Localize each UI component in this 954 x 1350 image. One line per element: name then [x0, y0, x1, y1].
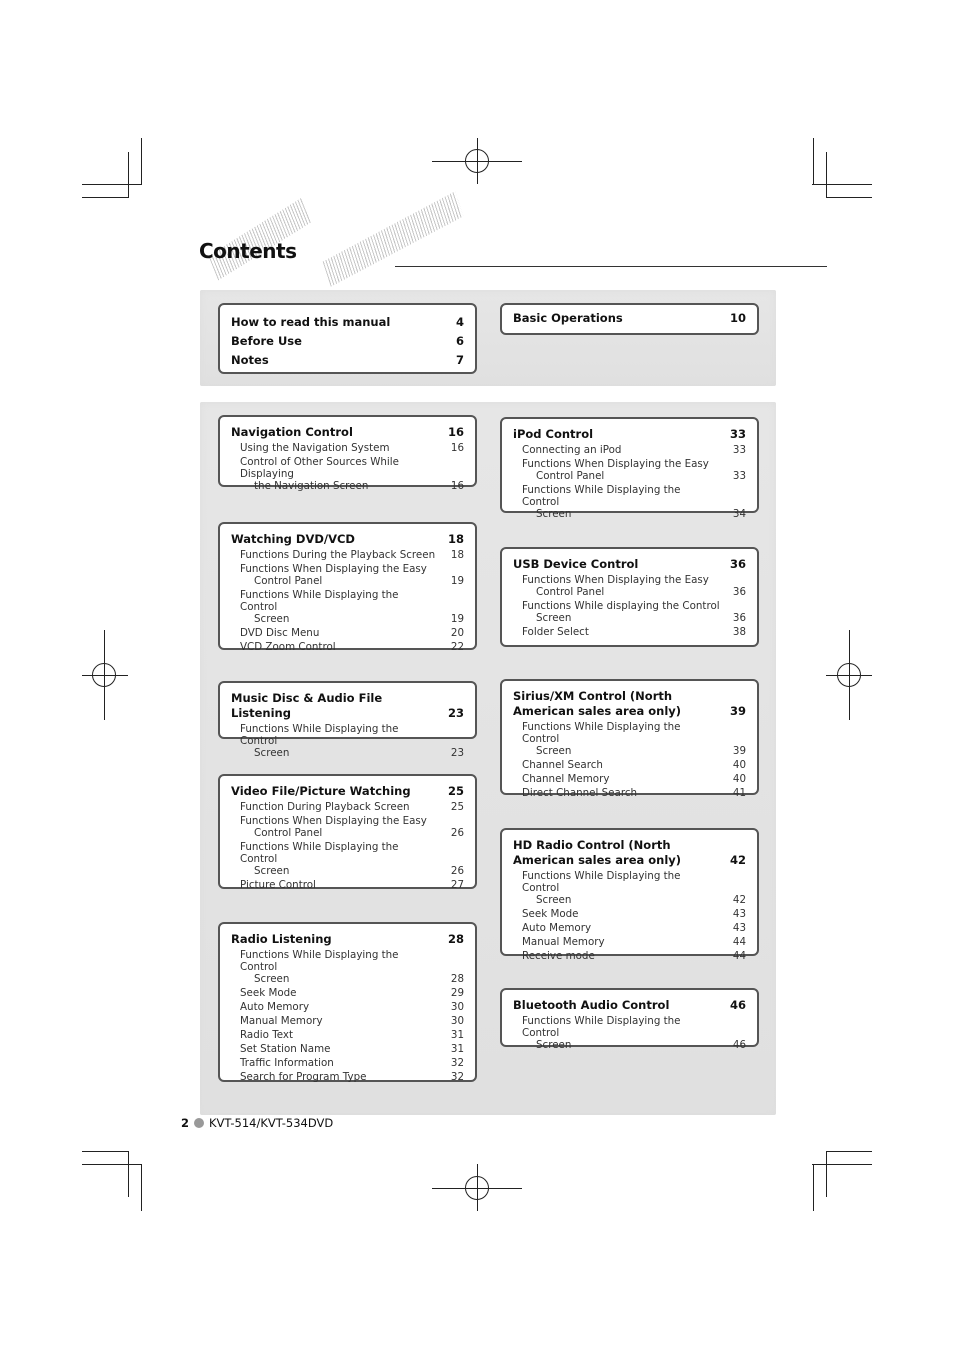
toc-subentry-page: 43: [732, 922, 746, 934]
toc-subentry-page: 18: [450, 549, 464, 561]
toc-subentry-title: [240, 841, 438, 877]
toc-subentry-page: 23: [450, 747, 464, 759]
toc-subentry-page: 44: [732, 950, 746, 962]
model-name: KVT-514/KVT-534DVD: [209, 1116, 334, 1130]
toc-subentry-page: 43: [732, 908, 746, 920]
toc-entry-page: 6: [455, 334, 464, 348]
toc-subentry[interactable]: [231, 589, 464, 625]
toc-subentry-page: 34: [732, 508, 746, 520]
toc-subentry[interactable]: [513, 1015, 746, 1051]
toc-subentry-title: [240, 987, 297, 999]
toc-subentry-line1: Radio Text: [240, 1029, 294, 1041]
section-heading[interactable]: [231, 784, 464, 799]
toc-subentry-title: [522, 908, 579, 920]
toc-subentry-title: [522, 721, 720, 757]
toc-entry-title: Before Use: [231, 334, 302, 348]
toc-subentry[interactable]: [513, 787, 746, 799]
toc-subentry-line1: VCD Zoom Control: [240, 641, 336, 653]
toc-subentry[interactable]: [231, 801, 464, 813]
toc-subentry-line1: Functions During the Playback Screen: [240, 549, 436, 561]
toc-entry-page: 7: [455, 353, 464, 367]
toc-subentry-line2: Screen: [536, 745, 572, 757]
toc-subentry-line2: Screen: [254, 973, 290, 985]
toc-subentry-page: 30: [450, 1001, 464, 1013]
toc-subentry[interactable]: [513, 444, 746, 456]
section-music-disc: [218, 681, 477, 759]
toc-subentry-line1: Functions While Displaying the Control: [240, 841, 399, 865]
toc-subentry[interactable]: [513, 870, 746, 906]
toc-subentry-page: 40: [732, 759, 746, 771]
toc-subentry-title: [240, 641, 336, 653]
toc-subentry-page: 20: [450, 627, 464, 639]
toc-subentry-line2: Control Panel: [536, 586, 605, 598]
section-bluetooth-audio-control: [500, 988, 759, 1051]
toc-subentry-page: 19: [450, 613, 464, 625]
section-heading[interactable]: [513, 998, 746, 1013]
toc-subentry-line1: Channel Memory: [522, 773, 610, 785]
toc-subentry-page: 22: [450, 641, 464, 653]
toc-subentry[interactable]: [513, 759, 746, 771]
toc-subentry-line1: Receive mode: [522, 950, 595, 962]
toc-subentry-title: [240, 949, 438, 985]
section-hd-radio-control: [500, 828, 759, 962]
toc-subentry[interactable]: [513, 626, 746, 638]
toc-entry-title: How to read this manual: [231, 315, 391, 329]
toc-subentry-page: 33: [732, 470, 746, 482]
toc-subentry-line1: Traffic Information: [240, 1057, 334, 1069]
toc-entry[interactable]: [513, 311, 746, 326]
section-watching-dvd-vcd: [218, 522, 477, 653]
toc-subentry-line2: Control Panel: [254, 827, 323, 839]
toc-subentry[interactable]: [513, 922, 746, 934]
toc-subentry-line1: Functions While displaying the Control: [522, 600, 720, 612]
toc-subentry-title: [522, 600, 720, 624]
toc-subentry-line2: Screen: [536, 508, 572, 520]
toc-subentry-page: 19: [450, 575, 464, 587]
toc-subentry-title: [240, 1029, 293, 1041]
title-rule: [395, 266, 827, 267]
toc-subentry-line2: Screen: [536, 894, 572, 906]
toc-subentry-title: [522, 574, 709, 598]
toc-subentry-title: [240, 801, 410, 813]
toc-entry[interactable]: [231, 313, 464, 332]
toc-subentry-title: [240, 723, 438, 759]
toc-subentry-page: 36: [732, 612, 746, 624]
toc-subentry-title: [522, 870, 720, 906]
section-heading[interactable]: [231, 932, 464, 947]
toc-subentry-line1: DVD Disc Menu: [240, 627, 320, 639]
toc-subentry-title: [240, 1015, 323, 1027]
toc-subentry-title: [522, 950, 595, 962]
toc-subentry-title: [240, 563, 427, 587]
section-title: Radio Listening: [231, 932, 332, 946]
toc-subentry[interactable]: [231, 1029, 464, 1041]
toc-subentry-line1: Folder Select: [522, 626, 589, 638]
section-radio-listening: [218, 922, 477, 1082]
toc-subentry-page: 16: [450, 442, 464, 454]
bullet-dot-icon: [194, 1118, 204, 1128]
toc-subentry[interactable]: [231, 563, 464, 587]
toc-subentry-line1: Functions While Displaying the Control: [240, 589, 399, 613]
section-page: 28: [447, 932, 464, 946]
toc-subentry[interactable]: [231, 1057, 464, 1069]
section-title: HD Radio Control (North American sales area only): [513, 838, 682, 867]
toc-subentry-line2: Screen: [254, 865, 290, 877]
section-heading[interactable]: [513, 427, 746, 442]
toc-subentry-title: [240, 442, 389, 454]
toc-subentry-page: 29: [450, 987, 464, 999]
toc-subentry-page: 31: [450, 1043, 464, 1055]
toc-subentry-line2: Control Panel: [536, 470, 605, 482]
toc-subentry-line1: Using the Navigation System: [240, 442, 390, 454]
basic-operations-box: [500, 303, 759, 335]
toc-subentry-title: [240, 879, 316, 891]
toc-subentry-line2: Screen: [536, 612, 572, 624]
toc-subentry-title: [240, 627, 319, 639]
toc-subentry-line1: Seek Mode: [522, 908, 579, 920]
toc-subentry-line1: Auto Memory: [240, 1001, 310, 1013]
toc-subentry-line2: Control Panel: [254, 575, 323, 587]
toc-subentry-page: 38: [732, 626, 746, 638]
toc-subentry[interactable]: [513, 950, 746, 962]
toc-subentry[interactable]: [231, 1015, 464, 1027]
toc-subentry[interactable]: [513, 484, 746, 520]
toc-subentry[interactable]: [231, 641, 464, 653]
toc-subentry-title: [522, 922, 591, 934]
section-heading[interactable]: [513, 838, 746, 868]
section-sirius-xm-control: [500, 679, 759, 799]
toc-subentry-page: 16: [450, 480, 464, 492]
section-title: Navigation Control: [231, 425, 353, 439]
section-page: 36: [729, 557, 746, 571]
toc-subentry-line1: Direct Channel Search: [522, 787, 638, 799]
toc-entry-title: Basic Operations: [513, 311, 623, 325]
toc-subentry-line1: Search for Program Type: [240, 1071, 367, 1083]
toc-subentry-title: [522, 936, 605, 948]
toc-subentry-title: [522, 626, 589, 638]
toc-subentry-page: 25: [450, 801, 464, 813]
toc-subentry-line1: Functions While Displaying the Control: [240, 949, 399, 973]
toc-subentry-line1: Functions While Displaying the Control: [522, 870, 681, 894]
toc-subentry-line2: the Navigation Screen: [254, 480, 369, 492]
toc-subentry-line1: Functions While Displaying the Control: [522, 1015, 681, 1039]
page-footer: [181, 1116, 333, 1130]
toc-subentry[interactable]: [231, 987, 464, 999]
section-heading[interactable]: [513, 557, 746, 572]
toc-subentry-line1: Picture Control: [240, 879, 316, 891]
toc-subentry-line1: Functions When Displaying the Easy: [240, 815, 427, 827]
toc-subentry-line1: Set Station Name: [240, 1043, 331, 1055]
toc-subentry-line1: Connecting an iPod: [522, 444, 622, 456]
toc-subentry-title: [240, 1001, 309, 1013]
section-page: 46: [729, 998, 746, 1012]
toc-subentry-title: [522, 458, 709, 482]
toc-subentry-page: 26: [450, 865, 464, 877]
toc-subentry-line1: Functions When Displaying the Easy: [522, 574, 709, 586]
section-page: 33: [729, 427, 746, 441]
toc-subentry-title: [240, 1071, 366, 1083]
toc-subentry-title: [240, 456, 438, 492]
toc-subentry-line1: Manual Memory: [522, 936, 605, 948]
title-hatch-decoration-right: [323, 191, 464, 287]
toc-subentry-page: 46: [732, 1039, 746, 1051]
toc-subentry[interactable]: [231, 723, 464, 759]
toc-subentry-title: [522, 759, 603, 771]
toc-subentry[interactable]: [513, 908, 746, 920]
toc-subentry[interactable]: [231, 841, 464, 877]
section-page: 39: [729, 704, 746, 718]
toc-entry-page: 10: [729, 311, 746, 325]
toc-subentry-page: 30: [450, 1015, 464, 1027]
toc-subentry-page: 39: [732, 745, 746, 757]
toc-subentry-line1: Functions When Displaying the Easy: [522, 458, 709, 470]
toc-subentry-page: 41: [732, 787, 746, 799]
toc-subentry-title: [240, 1057, 334, 1069]
toc-subentry-title: [240, 815, 427, 839]
section-title: Sirius/XM Control (North American sales area only): [513, 689, 682, 718]
toc-subentry-line1: Function During Playback Screen: [240, 801, 410, 813]
toc-subentry[interactable]: [231, 442, 464, 454]
section-video-file: [218, 774, 477, 889]
toc-subentry[interactable]: [231, 949, 464, 985]
section-title: USB Device Control: [513, 557, 639, 571]
toc-subentry[interactable]: [231, 549, 464, 561]
toc-subentry[interactable]: [231, 456, 464, 492]
toc-subentry[interactable]: [513, 574, 746, 598]
toc-subentry-title: [240, 1043, 330, 1055]
toc-subentry-page: 40: [732, 773, 746, 785]
toc-subentry-title: [522, 484, 720, 520]
section-usb-device-control: [500, 547, 759, 647]
toc-subentry-page: 42: [732, 894, 746, 906]
toc-entry[interactable]: [231, 351, 464, 370]
page-number: 2: [181, 1116, 190, 1130]
toc-subentry-title: [522, 444, 621, 456]
section-title: Music Disc & Audio File Listening: [231, 691, 383, 720]
toc-subentry-page: 26: [450, 827, 464, 839]
section-page: 23: [447, 706, 464, 720]
toc-subentry-line1: Control of Other Sources While Displaying: [240, 456, 399, 480]
section-title: Watching DVD/VCD: [231, 532, 355, 546]
toc-subentry-line1: Functions While Displaying the Control: [240, 723, 399, 747]
toc-subentry-line2: Screen: [254, 613, 290, 625]
toc-subentry-line2: Screen: [254, 747, 290, 759]
toc-subentry[interactable]: [513, 458, 746, 482]
toc-entry[interactable]: [231, 332, 464, 351]
toc-subentry[interactable]: [231, 1001, 464, 1013]
section-heading[interactable]: [231, 425, 464, 440]
toc-subentry-title: [522, 1015, 720, 1051]
toc-subentry-page: 32: [450, 1057, 464, 1069]
section-page: 16: [447, 425, 464, 439]
toc-subentry-title: [240, 589, 438, 625]
toc-subentry[interactable]: [513, 936, 746, 948]
toc-subentry-page: 31: [450, 1029, 464, 1041]
section-navigation-control: [218, 415, 477, 492]
toc-subentry-line1: Manual Memory: [240, 1015, 323, 1027]
section-heading[interactable]: [513, 689, 746, 719]
toc-subentry-line1: Seek Mode: [240, 987, 297, 999]
toc-subentry-title: [240, 549, 435, 561]
toc-subentry-line1: Channel Search: [522, 759, 603, 771]
section-page: 18: [447, 532, 464, 546]
toc-subentry-page: 28: [450, 973, 464, 985]
toc-subentry-line1: Functions While Displaying the Control: [522, 721, 681, 745]
section-heading[interactable]: [231, 691, 464, 721]
toc-subentry[interactable]: [513, 721, 746, 757]
toc-subentry-page: 33: [732, 444, 746, 456]
toc-subentry-page: 27: [450, 879, 464, 891]
section-title: Video File/Picture Watching: [231, 784, 411, 798]
toc-subentry-line2: Screen: [536, 1039, 572, 1051]
toc-subentry[interactable]: [231, 879, 464, 891]
toc-subentry[interactable]: [231, 815, 464, 839]
section-title: iPod Control: [513, 427, 594, 441]
toc-subentry-line1: Functions While Displaying the Control: [522, 484, 681, 508]
toc-entry-page: 4: [455, 315, 464, 329]
section-title: Bluetooth Audio Control: [513, 998, 670, 1012]
page-title: Contents: [199, 239, 297, 263]
toc-subentry[interactable]: [513, 773, 746, 785]
toc-subentry-page: 44: [732, 936, 746, 948]
section-heading[interactable]: [231, 532, 464, 547]
toc-subentry-page: 36: [732, 586, 746, 598]
toc-subentry-title: [522, 773, 609, 785]
section-page: 25: [447, 784, 464, 798]
toc-subentry-line1: Auto Memory: [522, 922, 592, 934]
intro-box: [218, 303, 477, 374]
toc-subentry-title: [522, 787, 637, 799]
toc-subentry[interactable]: [231, 1071, 464, 1083]
toc-subentry-page: 32: [450, 1071, 464, 1083]
toc-entry-title: Notes: [231, 353, 269, 367]
toc-subentry[interactable]: [231, 627, 464, 639]
toc-subentry-line1: Functions When Displaying the Easy: [240, 563, 427, 575]
section-ipod-control: [500, 417, 759, 520]
section-page: 42: [729, 853, 746, 867]
toc-subentry[interactable]: [513, 600, 746, 624]
toc-subentry[interactable]: [231, 1043, 464, 1055]
